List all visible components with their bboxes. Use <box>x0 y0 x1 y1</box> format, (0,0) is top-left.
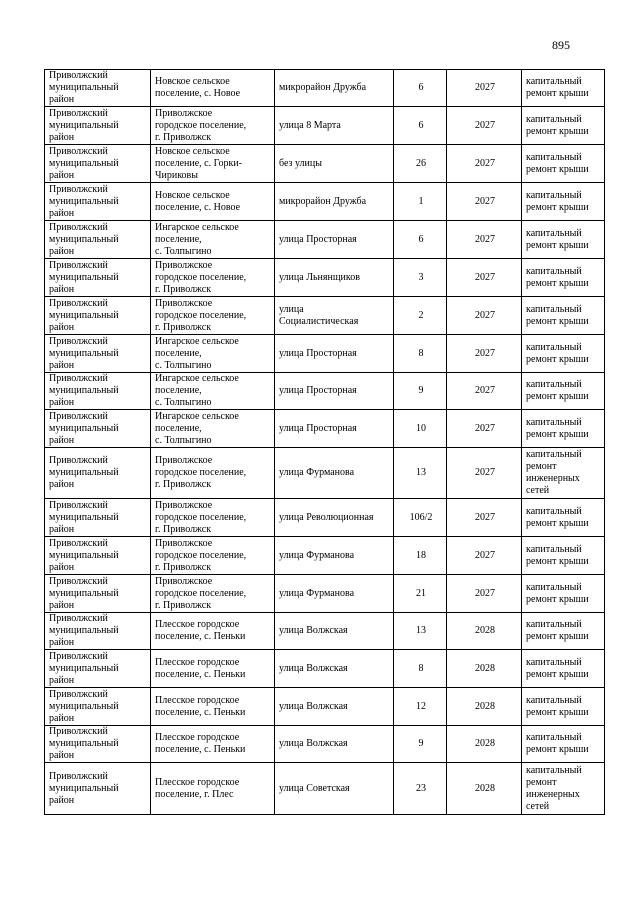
year-cell: 2027 <box>447 183 522 221</box>
year-cell: 2027 <box>447 107 522 145</box>
work-type-cell: капитальный ремонт крыши <box>522 650 605 688</box>
table-body <box>45 70 605 815</box>
district-cell: Приволжский муниципальный район <box>45 499 151 537</box>
settlement-cell: Плесское городское поселение, с. Пеньки <box>151 613 275 650</box>
district-cell: Приволжский муниципальный район <box>45 70 151 107</box>
page-number: 895 <box>552 38 570 52</box>
work-type-cell: капитальный ремонт крыши <box>522 537 605 575</box>
house-number-cell: 26 <box>394 145 447 183</box>
year-cell: 2027 <box>447 373 522 410</box>
district-cell: Приволжский муниципальный район <box>45 335 151 373</box>
street-cell: улица Просторная <box>275 221 394 259</box>
house-number-cell: 3 <box>394 259 447 297</box>
settlement-cell: Приволжское городское поселение, г. Приволжск <box>151 259 275 297</box>
year-cell: 2027 <box>447 297 522 335</box>
house-number-cell: 6 <box>394 70 447 107</box>
work-type-cell: капитальный ремонт крыши <box>522 575 605 613</box>
settlement-cell: Плесское городское поселение, с. Пеньки <box>151 726 275 763</box>
repair-schedule-table <box>44 69 605 815</box>
district-cell: Приволжский муниципальный район <box>45 221 151 259</box>
year-cell: 2027 <box>447 335 522 373</box>
table-row <box>45 726 605 763</box>
table-row <box>45 688 605 726</box>
year-cell: 2027 <box>447 575 522 613</box>
district-cell: Приволжский муниципальный район <box>45 575 151 613</box>
district-cell: Приволжский муниципальный район <box>45 448 151 499</box>
district-cell: Приволжский муниципальный район <box>45 183 151 221</box>
settlement-cell: Плесское городское поселение, с. Пеньки <box>151 688 275 726</box>
settlement-cell: Ингарское сельское поселение, с. Толпыгино <box>151 410 275 448</box>
year-cell: 2028 <box>447 688 522 726</box>
house-number-cell: 21 <box>394 575 447 613</box>
table-row <box>45 448 605 499</box>
work-type-cell: капитальный ремонт крыши <box>522 335 605 373</box>
street-cell: микрорайон Дружба <box>275 183 394 221</box>
settlement-cell: Ингарское сельское поселение, с. Толпыгино <box>151 221 275 259</box>
table-row <box>45 499 605 537</box>
street-cell: улица Фурманова <box>275 537 394 575</box>
year-cell: 2027 <box>447 221 522 259</box>
table-row <box>45 650 605 688</box>
table-row <box>45 537 605 575</box>
street-cell: улица Льнянщиков <box>275 259 394 297</box>
district-cell: Приволжский муниципальный район <box>45 107 151 145</box>
work-type-cell: капитальный ремонт крыши <box>522 183 605 221</box>
year-cell: 2027 <box>447 70 522 107</box>
settlement-cell: Новское сельское поселение, с. Горки- Чириковы <box>151 145 275 183</box>
table-row <box>45 221 605 259</box>
house-number-cell: 23 <box>394 763 447 815</box>
table-row <box>45 763 605 815</box>
house-number-cell: 8 <box>394 650 447 688</box>
table-row <box>45 410 605 448</box>
settlement-cell: Плесское городское поселение, с. Пеньки <box>151 650 275 688</box>
settlement-cell: Ингарское сельское поселение, с. Толпыгино <box>151 335 275 373</box>
street-cell: улица Просторная <box>275 373 394 410</box>
settlement-cell: Приволжское городское поселение, г. Приволжск <box>151 575 275 613</box>
street-cell: улица Фурманова <box>275 575 394 613</box>
year-cell: 2027 <box>447 537 522 575</box>
table-row <box>45 107 605 145</box>
street-cell: улица Просторная <box>275 335 394 373</box>
house-number-cell: 6 <box>394 221 447 259</box>
settlement-cell: Плесское городское поселение, г. Плес <box>151 763 275 815</box>
district-cell: Приволжский муниципальный район <box>45 650 151 688</box>
house-number-cell: 2 <box>394 297 447 335</box>
work-type-cell: капитальный ремонт крыши <box>522 726 605 763</box>
district-cell: Приволжский муниципальный район <box>45 537 151 575</box>
district-cell: Приволжский муниципальный район <box>45 613 151 650</box>
year-cell: 2027 <box>447 448 522 499</box>
work-type-cell: капитальный ремонт крыши <box>522 499 605 537</box>
house-number-cell: 13 <box>394 613 447 650</box>
year-cell: 2027 <box>447 259 522 297</box>
work-type-cell: капитальный ремонт инженерных сетей <box>522 448 605 499</box>
work-type-cell: капитальный ремонт инженерных сетей <box>522 763 605 815</box>
table-row <box>45 297 605 335</box>
work-type-cell: капитальный ремонт крыши <box>522 688 605 726</box>
street-cell: микрорайон Дружба <box>275 70 394 107</box>
year-cell: 2027 <box>447 145 522 183</box>
house-number-cell: 18 <box>394 537 447 575</box>
house-number-cell: 106/2 <box>394 499 447 537</box>
work-type-cell: капитальный ремонт крыши <box>522 70 605 107</box>
settlement-cell: Приволжское городское поселение, г. Приволжск <box>151 297 275 335</box>
work-type-cell: капитальный ремонт крыши <box>522 410 605 448</box>
street-cell: улица Просторная <box>275 410 394 448</box>
street-cell: улица Волжская <box>275 726 394 763</box>
table-row <box>45 70 605 107</box>
table-row <box>45 259 605 297</box>
settlement-cell: Приволжское городское поселение, г. Приволжск <box>151 537 275 575</box>
settlement-cell: Приволжское городское поселение, г. Приволжск <box>151 499 275 537</box>
district-cell: Приволжский муниципальный район <box>45 373 151 410</box>
district-cell: Приволжский муниципальный район <box>45 726 151 763</box>
table-row <box>45 183 605 221</box>
year-cell: 2028 <box>447 613 522 650</box>
district-cell: Приволжский муниципальный район <box>45 763 151 815</box>
street-cell: улица Волжская <box>275 688 394 726</box>
house-number-cell: 6 <box>394 107 447 145</box>
house-number-cell: 10 <box>394 410 447 448</box>
year-cell: 2028 <box>447 650 522 688</box>
house-number-cell: 8 <box>394 335 447 373</box>
year-cell: 2027 <box>447 499 522 537</box>
street-cell: улица Революционная <box>275 499 394 537</box>
street-cell: улица Социалистическая <box>275 297 394 335</box>
house-number-cell: 9 <box>394 373 447 410</box>
settlement-cell: Приволжское городское поселение, г. Приволжск <box>151 107 275 145</box>
district-cell: Приволжский муниципальный район <box>45 145 151 183</box>
table-row <box>45 145 605 183</box>
work-type-cell: капитальный ремонт крыши <box>522 259 605 297</box>
table-row <box>45 335 605 373</box>
settlement-cell: Приволжское городское поселение, г. Приволжск <box>151 448 275 499</box>
table-row <box>45 613 605 650</box>
street-cell: улица Советская <box>275 763 394 815</box>
work-type-cell: капитальный ремонт крыши <box>522 373 605 410</box>
street-cell: улица Фурманова <box>275 448 394 499</box>
district-cell: Приволжский муниципальный район <box>45 410 151 448</box>
district-cell: Приволжский муниципальный район <box>45 297 151 335</box>
year-cell: 2027 <box>447 410 522 448</box>
year-cell: 2028 <box>447 763 522 815</box>
table-row <box>45 575 605 613</box>
settlement-cell: Новское сельское поселение, с. Новое <box>151 183 275 221</box>
street-cell: улица Волжская <box>275 650 394 688</box>
work-type-cell: капитальный ремонт крыши <box>522 613 605 650</box>
street-cell: улица Волжская <box>275 613 394 650</box>
work-type-cell: капитальный ремонт крыши <box>522 145 605 183</box>
district-cell: Приволжский муниципальный район <box>45 688 151 726</box>
work-type-cell: капитальный ремонт крыши <box>522 107 605 145</box>
street-cell: без улицы <box>275 145 394 183</box>
settlement-cell: Новское сельское поселение, с. Новое <box>151 70 275 107</box>
house-number-cell: 1 <box>394 183 447 221</box>
house-number-cell: 9 <box>394 726 447 763</box>
house-number-cell: 12 <box>394 688 447 726</box>
table-row <box>45 373 605 410</box>
work-type-cell: капитальный ремонт крыши <box>522 297 605 335</box>
year-cell: 2028 <box>447 726 522 763</box>
settlement-cell: Ингарское сельское поселение, с. Толпыгино <box>151 373 275 410</box>
house-number-cell: 13 <box>394 448 447 499</box>
district-cell: Приволжский муниципальный район <box>45 259 151 297</box>
street-cell: улица 8 Марта <box>275 107 394 145</box>
work-type-cell: капитальный ремонт крыши <box>522 221 605 259</box>
